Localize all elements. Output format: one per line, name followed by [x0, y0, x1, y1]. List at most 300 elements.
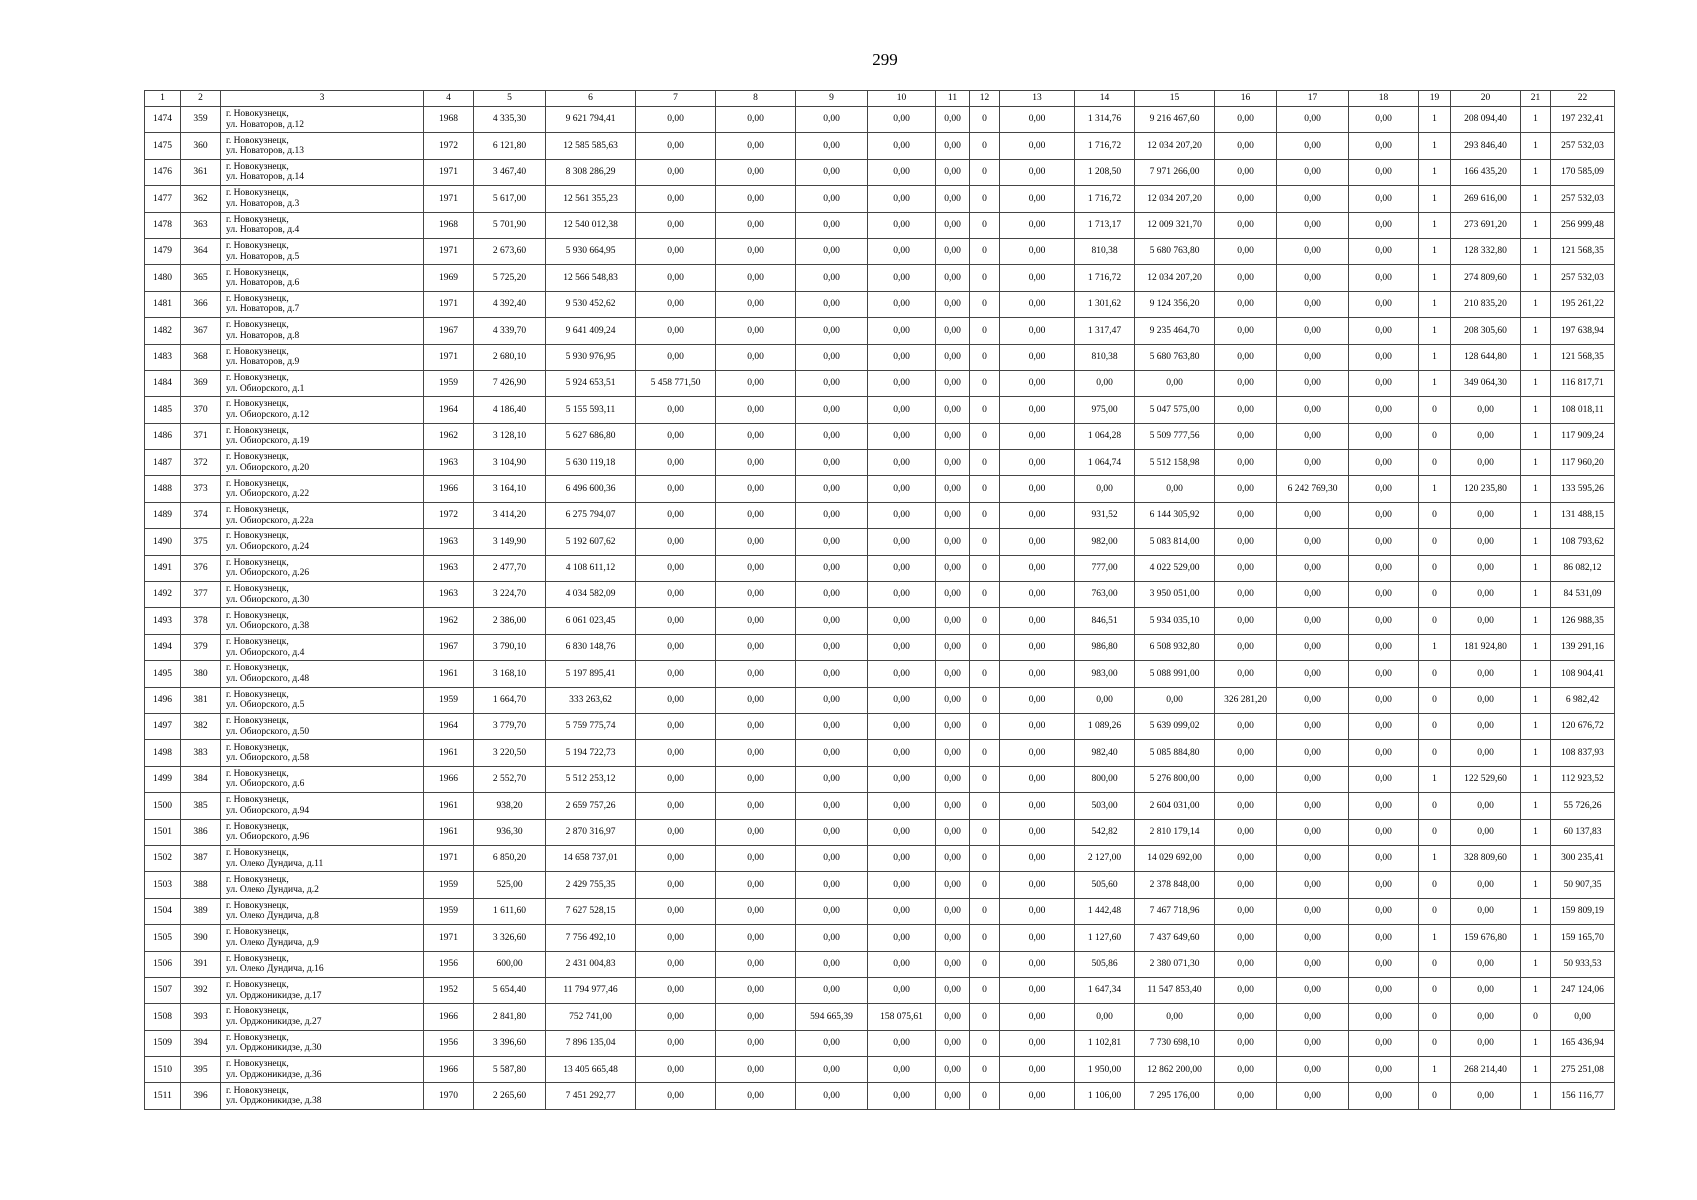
table-cell-col-12: 0 [970, 872, 1000, 898]
table-row [145, 291, 1615, 317]
table-cell-col-16: 0,00 [1215, 582, 1277, 608]
table-cell-col-5: 4 335,30 [474, 107, 546, 133]
table-cell-col-5: 5 701,90 [474, 212, 546, 238]
address-street: ул. Новаторов, д.7 [226, 304, 300, 315]
table-cell-col-4: 1963 [424, 555, 474, 581]
address-street: ул. Обиорского, д.4 [226, 647, 305, 658]
table-cell-col-6: 13 405 665,48 [546, 1057, 636, 1083]
table-cell-col-18: 0,00 [1349, 291, 1419, 317]
table-cell-col-8: 0,00 [716, 845, 796, 871]
table-cell-col-9: 0,00 [796, 186, 868, 212]
table-cell-col-13: 0,00 [1000, 661, 1075, 687]
table-cell-col-16: 0,00 [1215, 159, 1277, 185]
address-city: г. Новокузнецк, [226, 1006, 289, 1017]
table-cell-col-9: 0,00 [796, 766, 868, 792]
table-cell-col-21: 1 [1521, 397, 1551, 423]
table-cell-col-2: 388 [181, 872, 221, 898]
table-cell-col-4: 1952 [424, 977, 474, 1003]
table-cell-col-1: 1477 [145, 186, 181, 212]
table-cell-col-9: 0,00 [796, 555, 868, 581]
table-cell-col-10: 0,00 [868, 186, 936, 212]
table-cell-col-1: 1511 [145, 1083, 181, 1109]
address-cell [221, 397, 424, 423]
table-cell-col-6: 5 930 976,95 [546, 344, 636, 370]
table-cell-col-16: 0,00 [1215, 370, 1277, 396]
table-row [145, 766, 1615, 792]
column-header-8: 8 [716, 91, 796, 107]
table-cell-col-11: 0,00 [936, 925, 970, 951]
table-cell-col-9: 0,00 [796, 1030, 868, 1056]
table-cell-col-22: 121 568,35 [1551, 344, 1615, 370]
table-cell-col-8: 0,00 [716, 740, 796, 766]
table-cell-col-22: 300 235,41 [1551, 845, 1615, 871]
table-cell-col-16: 0,00 [1215, 291, 1277, 317]
table-cell-col-9: 0,00 [796, 687, 868, 713]
table-cell-col-4: 1964 [424, 397, 474, 423]
address-cell [221, 608, 424, 634]
table-cell-col-7: 0,00 [636, 423, 716, 449]
table-cell-col-18: 0,00 [1349, 925, 1419, 951]
table-cell-col-10: 0,00 [868, 238, 936, 264]
table-cell-col-18: 0,00 [1349, 318, 1419, 344]
table-cell-col-20: 0,00 [1451, 687, 1521, 713]
address-cell [221, 476, 424, 502]
table-cell-col-14: 1 314,76 [1075, 107, 1135, 133]
table-cell-col-1: 1489 [145, 502, 181, 528]
table-cell-col-16: 0,00 [1215, 608, 1277, 634]
table-cell-col-21: 1 [1521, 450, 1551, 476]
table-cell-col-15: 5 047 575,00 [1135, 397, 1215, 423]
table-cell-col-9: 0,00 [796, 212, 868, 238]
table-cell-col-10: 0,00 [868, 793, 936, 819]
table-cell-col-1: 1500 [145, 793, 181, 819]
table-cell-col-19: 1 [1419, 370, 1451, 396]
table-cell-col-14: 0,00 [1075, 476, 1135, 502]
table-cell-col-6: 5 930 664,95 [546, 238, 636, 264]
table-cell-col-9: 0,00 [796, 713, 868, 739]
table-cell-col-10: 0,00 [868, 766, 936, 792]
table-cell-col-18: 0,00 [1349, 159, 1419, 185]
table-cell-col-16: 0,00 [1215, 423, 1277, 449]
table-cell-col-1: 1497 [145, 713, 181, 739]
table-cell-col-18: 0,00 [1349, 740, 1419, 766]
table-cell-col-10: 0,00 [868, 423, 936, 449]
table-cell-col-6: 6 830 148,76 [546, 634, 636, 660]
address-cell [221, 291, 424, 317]
table-cell-col-11: 0,00 [936, 898, 970, 924]
table-cell-col-20: 120 235,80 [1451, 476, 1521, 502]
table-cell-col-18: 0,00 [1349, 793, 1419, 819]
table-cell-col-22: 108 837,93 [1551, 740, 1615, 766]
table-cell-col-1: 1502 [145, 845, 181, 871]
table-cell-col-13: 0,00 [1000, 951, 1075, 977]
table-cell-col-20: 268 214,40 [1451, 1057, 1521, 1083]
table-cell-col-11: 0,00 [936, 238, 970, 264]
table-cell-col-4: 1959 [424, 872, 474, 898]
table-cell-col-22: 165 436,94 [1551, 1030, 1615, 1056]
table-cell-col-10: 0,00 [868, 1057, 936, 1083]
address-city: г. Новокузнецк, [226, 478, 289, 489]
table-row [145, 186, 1615, 212]
address-street: ул. Орджоникидзе, д.36 [226, 1069, 322, 1080]
table-cell-col-10: 0,00 [868, 1083, 936, 1109]
table-cell-col-12: 0 [970, 318, 1000, 344]
table-cell-col-8: 0,00 [716, 370, 796, 396]
table-cell-col-8: 0,00 [716, 1057, 796, 1083]
column-header-4: 4 [424, 91, 474, 107]
table-cell-col-20: 0,00 [1451, 793, 1521, 819]
table-cell-col-21: 1 [1521, 925, 1551, 951]
table-cell-col-5: 2 552,70 [474, 766, 546, 792]
table-cell-col-4: 1959 [424, 370, 474, 396]
table-cell-col-14: 542,82 [1075, 819, 1135, 845]
table-cell-col-10: 0,00 [868, 661, 936, 687]
table-cell-col-8: 0,00 [716, 265, 796, 291]
table-cell-col-8: 0,00 [716, 661, 796, 687]
table-cell-col-9: 0,00 [796, 265, 868, 291]
table-cell-col-7: 0,00 [636, 925, 716, 951]
address-street: ул. Новаторов, д.12 [226, 119, 304, 130]
table-cell-col-17: 0,00 [1277, 397, 1349, 423]
table-cell-col-8: 0,00 [716, 819, 796, 845]
table-cell-col-19: 0 [1419, 872, 1451, 898]
address-street: ул. Олеко Дундича, д.9 [226, 937, 319, 948]
table-cell-col-21: 1 [1521, 634, 1551, 660]
column-header-13: 13 [1000, 91, 1075, 107]
table-cell-col-8: 0,00 [716, 344, 796, 370]
address-cell [221, 740, 424, 766]
table-cell-col-17: 0,00 [1277, 608, 1349, 634]
table-cell-col-12: 0 [970, 845, 1000, 871]
address-city: г. Новокузнецк, [226, 1032, 289, 1043]
table-cell-col-20: 159 676,80 [1451, 925, 1521, 951]
table-cell-col-5: 1 611,60 [474, 898, 546, 924]
table-cell-col-4: 1970 [424, 1083, 474, 1109]
table-cell-col-21: 1 [1521, 212, 1551, 238]
table-cell-col-5: 3 326,60 [474, 925, 546, 951]
table-cell-col-13: 0,00 [1000, 344, 1075, 370]
table-cell-col-12: 0 [970, 582, 1000, 608]
table-cell-col-4: 1963 [424, 582, 474, 608]
table-cell-col-2: 382 [181, 713, 221, 739]
table-cell-col-18: 0,00 [1349, 634, 1419, 660]
table-row [145, 344, 1615, 370]
table-cell-col-8: 0,00 [716, 1083, 796, 1109]
table-cell-col-13: 0,00 [1000, 107, 1075, 133]
table-cell-col-2: 377 [181, 582, 221, 608]
table-cell-col-2: 384 [181, 766, 221, 792]
table-cell-col-7: 0,00 [636, 238, 716, 264]
table-cell-col-10: 0,00 [868, 450, 936, 476]
table-cell-col-13: 0,00 [1000, 634, 1075, 660]
table-cell-col-10: 0,00 [868, 318, 936, 344]
table-cell-col-7: 0,00 [636, 212, 716, 238]
address-cell [221, 212, 424, 238]
table-cell-col-11: 0,00 [936, 159, 970, 185]
table-cell-col-22: 195 261,22 [1551, 291, 1615, 317]
table-cell-col-9: 0,00 [796, 1057, 868, 1083]
table-cell-col-15: 4 022 529,00 [1135, 555, 1215, 581]
address-cell [221, 872, 424, 898]
table-cell-col-16: 0,00 [1215, 634, 1277, 660]
table-cell-col-15: 2 380 071,30 [1135, 951, 1215, 977]
table-cell-col-15: 9 235 464,70 [1135, 318, 1215, 344]
table-cell-col-5: 3 414,20 [474, 502, 546, 528]
table-cell-col-8: 0,00 [716, 1030, 796, 1056]
address-cell [221, 555, 424, 581]
table-cell-col-10: 0,00 [868, 582, 936, 608]
address-city: г. Новокузнецк, [226, 188, 289, 199]
address-cell [221, 951, 424, 977]
table-cell-col-21: 1 [1521, 608, 1551, 634]
table-cell-col-15: 7 295 176,00 [1135, 1083, 1215, 1109]
table-cell-col-21: 1 [1521, 582, 1551, 608]
table-cell-col-9: 0,00 [796, 872, 868, 898]
table-cell-col-20: 0,00 [1451, 397, 1521, 423]
table-row [145, 740, 1615, 766]
table-cell-col-13: 0,00 [1000, 555, 1075, 581]
table-cell-col-14: 503,00 [1075, 793, 1135, 819]
table-cell-col-17: 0,00 [1277, 212, 1349, 238]
table-cell-col-11: 0,00 [936, 819, 970, 845]
table-cell-col-9: 0,00 [796, 977, 868, 1003]
table-cell-col-4: 1956 [424, 1030, 474, 1056]
address-city: г. Новокузнецк, [226, 346, 289, 357]
table-cell-col-14: 1 950,00 [1075, 1057, 1135, 1083]
table-cell-col-15: 5 680 763,80 [1135, 238, 1215, 264]
table-cell-col-1: 1480 [145, 265, 181, 291]
table-cell-col-20: 166 435,20 [1451, 159, 1521, 185]
table-cell-col-18: 0,00 [1349, 766, 1419, 792]
address-city: г. Новокузнецк, [226, 742, 289, 753]
table-cell-col-6: 4 034 582,09 [546, 582, 636, 608]
table-cell-col-14: 0,00 [1075, 370, 1135, 396]
table-row [145, 819, 1615, 845]
table-cell-col-21: 1 [1521, 186, 1551, 212]
address-street: ул. Обиорского, д.24 [226, 541, 310, 552]
table-cell-col-10: 0,00 [868, 872, 936, 898]
table-cell-col-15: 12 034 207,20 [1135, 186, 1215, 212]
address-cell [221, 186, 424, 212]
table-cell-col-20: 181 924,80 [1451, 634, 1521, 660]
table-cell-col-9: 0,00 [796, 661, 868, 687]
table-cell-col-20: 128 332,80 [1451, 238, 1521, 264]
table-cell-col-8: 0,00 [716, 502, 796, 528]
address-cell [221, 925, 424, 951]
table-cell-col-15: 2 604 031,00 [1135, 793, 1215, 819]
table-cell-col-7: 0,00 [636, 159, 716, 185]
table-cell-col-13: 0,00 [1000, 766, 1075, 792]
table-cell-col-14: 983,00 [1075, 661, 1135, 687]
table-cell-col-13: 0,00 [1000, 397, 1075, 423]
table-cell-col-5: 5 725,20 [474, 265, 546, 291]
table-cell-col-16: 0,00 [1215, 555, 1277, 581]
table-cell-col-19: 0 [1419, 529, 1451, 555]
table-cell-col-6: 6 061 023,45 [546, 608, 636, 634]
address-city: г. Новокузнецк, [226, 241, 289, 252]
table-cell-col-5: 600,00 [474, 951, 546, 977]
table-cell-col-8: 0,00 [716, 423, 796, 449]
table-cell-col-20: 0,00 [1451, 977, 1521, 1003]
table-cell-col-19: 0 [1419, 793, 1451, 819]
table-cell-col-22: 6 982,42 [1551, 687, 1615, 713]
table-cell-col-16: 0,00 [1215, 265, 1277, 291]
table-cell-col-11: 0,00 [936, 502, 970, 528]
table-cell-col-4: 1964 [424, 713, 474, 739]
table-cell-col-9: 0,00 [796, 1083, 868, 1109]
table-cell-col-21: 1 [1521, 713, 1551, 739]
table-cell-col-7: 0,00 [636, 107, 716, 133]
table-cell-col-22: 117 909,24 [1551, 423, 1615, 449]
table-cell-col-11: 0,00 [936, 766, 970, 792]
table-cell-col-7: 0,00 [636, 529, 716, 555]
table-cell-col-11: 0,00 [936, 1004, 970, 1030]
table-cell-col-6: 7 451 292,77 [546, 1083, 636, 1109]
table-cell-col-22: 60 137,83 [1551, 819, 1615, 845]
table-cell-col-8: 0,00 [716, 687, 796, 713]
table-cell-col-4: 1968 [424, 107, 474, 133]
table-cell-col-15: 2 378 848,00 [1135, 872, 1215, 898]
table-cell-col-19: 1 [1419, 925, 1451, 951]
page-number: 299 [872, 50, 898, 69]
table-cell-col-18: 0,00 [1349, 212, 1419, 238]
table-cell-col-2: 387 [181, 845, 221, 871]
table-cell-col-2: 386 [181, 819, 221, 845]
address-city: г. Новокузнецк, [226, 1085, 289, 1096]
table-cell-col-6: 9 641 409,24 [546, 318, 636, 344]
column-header-18: 18 [1349, 91, 1419, 107]
table-cell-col-21: 1 [1521, 661, 1551, 687]
table-cell-col-5: 4 339,70 [474, 318, 546, 344]
table-cell-col-21: 1 [1521, 133, 1551, 159]
address-city: г. Новокузнецк, [226, 768, 289, 779]
table-cell-col-4: 1971 [424, 186, 474, 212]
column-header-22: 22 [1551, 91, 1615, 107]
address-street: ул. Новаторов, д.6 [226, 278, 300, 289]
table-cell-col-13: 0,00 [1000, 450, 1075, 476]
table-cell-col-8: 0,00 [716, 318, 796, 344]
table-cell-col-5: 3 790,10 [474, 634, 546, 660]
table-cell-col-7: 0,00 [636, 793, 716, 819]
table-cell-col-12: 0 [970, 1004, 1000, 1030]
table-cell-col-7: 0,00 [636, 344, 716, 370]
table-cell-col-14: 1 102,81 [1075, 1030, 1135, 1056]
table-body [145, 107, 1615, 1110]
table-cell-col-12: 0 [970, 608, 1000, 634]
table-cell-col-15: 3 950 051,00 [1135, 582, 1215, 608]
table-cell-col-9: 0,00 [796, 450, 868, 476]
address-cell [221, 1004, 424, 1030]
table-row [145, 370, 1615, 396]
table-cell-col-13: 0,00 [1000, 582, 1075, 608]
table-cell-col-5: 2 680,10 [474, 344, 546, 370]
table-cell-col-17: 0,00 [1277, 687, 1349, 713]
table-cell-col-8: 0,00 [716, 898, 796, 924]
address-cell [221, 529, 424, 555]
address-street: ул. Обиорского, д.94 [226, 805, 310, 816]
table-cell-col-6: 5 155 593,11 [546, 397, 636, 423]
address-city: г. Новокузнецк, [226, 425, 289, 436]
table-cell-col-16: 0,00 [1215, 872, 1277, 898]
table-cell-col-19: 0 [1419, 819, 1451, 845]
table-cell-col-17: 0,00 [1277, 977, 1349, 1003]
table-cell-col-12: 0 [970, 793, 1000, 819]
table-cell-col-2: 365 [181, 265, 221, 291]
address-cell [221, 977, 424, 1003]
table-cell-col-22: 116 817,71 [1551, 370, 1615, 396]
table-cell-col-8: 0,00 [716, 1004, 796, 1030]
table-cell-col-14: 505,60 [1075, 872, 1135, 898]
table-cell-col-1: 1476 [145, 159, 181, 185]
table-cell-col-12: 0 [970, 133, 1000, 159]
table-cell-col-4: 1959 [424, 898, 474, 924]
table-cell-col-7: 0,00 [636, 450, 716, 476]
address-city: г. Новокузнецк, [226, 161, 289, 172]
table-cell-col-7: 0,00 [636, 872, 716, 898]
address-city: г. Новокузнецк, [226, 821, 289, 832]
table-cell-col-22: 257 532,03 [1551, 133, 1615, 159]
table-cell-col-19: 1 [1419, 766, 1451, 792]
table-cell-col-14: 1 064,28 [1075, 423, 1135, 449]
table-cell-col-15: 5 083 814,00 [1135, 529, 1215, 555]
table-cell-col-9: 0,00 [796, 502, 868, 528]
header-row [145, 91, 1615, 107]
table-cell-col-15: 5 512 158,98 [1135, 450, 1215, 476]
table-cell-col-10: 0,00 [868, 819, 936, 845]
table-cell-col-8: 0,00 [716, 159, 796, 185]
table-cell-col-6: 5 627 686,80 [546, 423, 636, 449]
table-cell-col-1: 1490 [145, 529, 181, 555]
table-row [145, 238, 1615, 264]
table-cell-col-8: 0,00 [716, 186, 796, 212]
table-cell-col-16: 0,00 [1215, 713, 1277, 739]
table-cell-col-18: 0,00 [1349, 238, 1419, 264]
table-cell-col-21: 1 [1521, 344, 1551, 370]
address-street: ул. Обиорского, д.30 [226, 594, 310, 605]
table-cell-col-21: 1 [1521, 819, 1551, 845]
table-cell-col-20: 0,00 [1451, 951, 1521, 977]
table-cell-col-8: 0,00 [716, 107, 796, 133]
table-cell-col-8: 0,00 [716, 634, 796, 660]
table-cell-col-20: 273 691,20 [1451, 212, 1521, 238]
table-cell-col-2: 393 [181, 1004, 221, 1030]
table-cell-col-13: 0,00 [1000, 608, 1075, 634]
table-cell-col-11: 0,00 [936, 687, 970, 713]
table-cell-col-11: 0,00 [936, 555, 970, 581]
table-cell-col-17: 0,00 [1277, 713, 1349, 739]
address-street: ул. Новаторов, д.8 [226, 330, 300, 341]
table-cell-col-5: 3 224,70 [474, 582, 546, 608]
column-header-20: 20 [1451, 91, 1521, 107]
table-cell-col-9: 594 665,39 [796, 1004, 868, 1030]
table-cell-col-21: 1 [1521, 107, 1551, 133]
table-cell-col-21: 0 [1521, 1004, 1551, 1030]
table-cell-col-21: 1 [1521, 872, 1551, 898]
table-cell-col-4: 1971 [424, 344, 474, 370]
column-header-21: 21 [1521, 91, 1551, 107]
table-cell-col-2: 396 [181, 1083, 221, 1109]
table-cell-col-2: 380 [181, 661, 221, 687]
address-city: г. Новокузнецк, [226, 214, 289, 225]
address-cell [221, 766, 424, 792]
table-row [145, 1030, 1615, 1056]
table-cell-col-16: 0,00 [1215, 1083, 1277, 1109]
table-cell-col-13: 0,00 [1000, 713, 1075, 739]
table-cell-col-12: 0 [970, 925, 1000, 951]
table-cell-col-9: 0,00 [796, 740, 868, 766]
table-cell-col-21: 1 [1521, 476, 1551, 502]
table-cell-col-6: 5 194 722,73 [546, 740, 636, 766]
